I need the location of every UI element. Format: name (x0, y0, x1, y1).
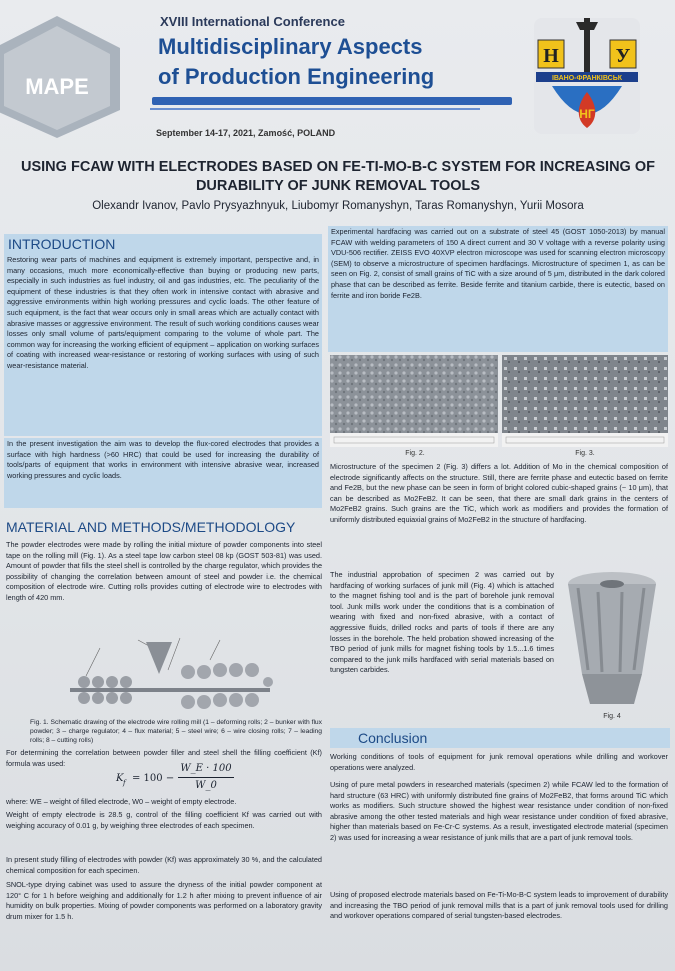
conference-date-place: September 14-17, 2021, Zamość, POLAND (156, 128, 336, 138)
figure-1-rolling-mill (60, 630, 280, 718)
figure-4-junk-mill (560, 566, 664, 712)
title-underline-thin (150, 108, 480, 110)
results-para1: Experimental hardfacing was carried out on a substrate of steel 45 (GOST 1050-2013) by manual FCAW with welding parameters of 150 A direct current and 30 V voltage with a reverse polarity using VDU-506 rectifier. ZEISS EVO 40XVP electron microscope was used for scanning electron microscopy (SEM) to observe a microstructure of specimen hardfacings. Microstructure of specimen 1, as can be seen on Fig. 2, consist of small grains of TiC with a size around of 5 μm, distributed in the dark colored phase that can be described as ferrite. Beside ferrite and titanium carbide, there is eutectic, based on ferrite and iron boride Fe2B. (328, 226, 668, 352)
introduction-heading: INTRODUCTION (4, 234, 322, 254)
paper-authors: Olexandr Ivanov, Pavlo Prysyazhnyuk, Liubomyr Romanyshyn, Taras Romanyshyn, Yurii Mosora (92, 200, 584, 212)
mape-logo-text: MAPE (25, 74, 89, 99)
formula-where: where: WE – weight of filled electrode, W0 – weight of empty electrode. (6, 797, 237, 806)
conclusion-heading: Conclusion (330, 728, 670, 748)
methods-para3: Weight of empty electrode is 28.5 g, control of the filling coefficient Kf was carried out with weighing accuracy of 0.01 g, by weighing three electrodes of each specimen. (6, 810, 322, 830)
conference-title-line2: of Production Engineering (158, 64, 435, 89)
methods-para4: In present study filling of electrodes with powder (Kf) was approximately 30 %, and the calculated chemical composition for each specimen. (6, 855, 322, 875)
methods-heading: MATERIAL AND METHODS/METHODOLOGY (6, 519, 296, 535)
results-para3: The industrial approbation of specimen 2 was carried out by hardfacing of working surfaces of junk mill (Fig. 4) which is attached to the magnet fishing tool and is the part of borehole junk removal tool. Junk mills work under the conditions that is a combination of wearing with fixed and non-fixed abrasive, with a contact of aggressive fluids, drilled rocks and parts of tools if there are any losses in the borehole. The held probation showed increasing of the TBO period of junk mills for magnet fishing tools by 1.5...1.6 times compared to the junk mills hardfaced with serial materials based on tungsten carbides. (330, 570, 554, 675)
mape-logo (0, 12, 126, 140)
title-underline (152, 97, 512, 105)
figure-2-caption: Fig. 2. (405, 450, 425, 457)
conclusion-para1: Working conditions of tools of equipment for junk removal operations while drilling and workover operations were analyzed. (330, 752, 668, 772)
svg-text:ІВАНО-ФРАНКІВСЬК: ІВАНО-ФРАНКІВСЬК (551, 75, 623, 82)
figure-2-sem-image (330, 355, 498, 447)
introduction-para2: In the present investigation the aim was to develop the flux-cored electrodes that provides a surface with high hardness (>60 HRC) that could be used for increasing the durability of tools/parts of equipment that works in environment with intensive abrasive wear, increased working pressures and cyclic loads. (4, 438, 322, 508)
filling-coefficient-formula: K f = 100 − W_E · 100 W_0 (116, 763, 256, 795)
conference-title-line1: Multidisciplinary Aspects (158, 34, 423, 59)
introduction-para1: Restoring wear parts of machines and equipment is extremely important, perspective and, in many occasions, much more economically-effective than buying or producing new parts, especially in such industries as fuel industry, oil and gas industries, etc. The peculiarity of the equipment of these industries is that they often work in intensive contact with abrasive and aggressive environments within high working pressures and cyclic loads. The other feature of such equipment, is the fact that wear occurs only in small areas which are actually contact with abrasive masses or aggressive environment. The result of such working conditions causes wear losses only small volume of parts/equipment comparing to the volume of whole part. The common way for increasing the working efficient of equipment – application on working surfaces of coating with increased wear-resistance or restoring of working surfaces with using of such wear-resistance material. (4, 254, 322, 436)
methods-para1: The powder electrodes were made by rolling the initial mixture of powder components into steel tape on the rolling mill (Fig. 1). As a steel tape low carbon steel 08 kp (GOST 503-81) was used. Amount of powder that fills the steel shell is controlled by the charge regulator, which provides the possibility of changing the correlation between amount of steel and powder i.e. the chemical composition of electrode wire. Cutting rolls provides cutting of electrode wire to electrodes with length of 420 mm. (6, 540, 322, 602)
figure-3-sem-image (502, 355, 668, 447)
figure-3-caption: Fig. 3. (575, 450, 595, 457)
paper-title: USING FCAW WITH ELECTRODES BASED ON FE-TI-MO-B-C SYSTEM FOR INCREASING OF DURABILITY OF JUNK REMOVAL TOOLS (21, 159, 655, 194)
results-para2: Microstructure of the specimen 2 (Fig. 3) differs a lot. Addition of Mo in the chemical composition of electrode significantly affects on the structure. Still, there are ferrite phase and eutectic based on ferrite and Fe2B, but the new phase can be seen in form of bright colored cubic-shaped grains (~ 10 μm), that can be described as Mo2FeB2. It can be seen, that there are small dark grains in the centers of Mo2FeB2 grains. Such grains are the TiC, which work as modifiers and provides the formation of uniformly distributed equiaxial grains of Mo2FeB2 in the structure of hardfacing. (330, 462, 668, 524)
figure-1-caption: Fig. 1. Schematic drawing of the electrode wire rolling mill (1 – deforming rolls; 2 – bunker with flux powder; 3 – charge regulator; 4 – flux material; 5 – steel wire; 6 – wire closing rolls; 7 – leading rolls; 8 – cutting rolls) (30, 719, 322, 744)
svg-text:Н: Н (543, 45, 559, 67)
svg-text:НГ: НГ (579, 107, 595, 121)
methods-para2: For determining the correlation between powder filler and steel shell the filling coefficient (Kf) formula was used: (6, 748, 322, 768)
university-logo (528, 12, 646, 140)
methods-para5: SNOL-type drying cabinet was used to assure the dryness of the initial powder component at 120° C for 1 h before weighing and additionally for 1.2 h after mixing to prevent influence of air humidity on bulk properties. Mixing of powder components was performed on a laboratory gravity drum mixer for 1.5 h. (6, 880, 322, 921)
conference-name: XVIII International Conference (160, 14, 345, 29)
svg-text:У: У (615, 45, 631, 67)
conclusion-para3: Using of proposed electrode materials based on Fe-Ti-Mo-B-C system leads to improvement of durability and increasing the TBO period of junk removal mills that is a part of junk removal tools used for drilling and workover operations compared of serial tungsten-based electrodes. (330, 890, 668, 921)
conclusion-para2: Using of pure metal powders in researched materials (specimen 2) while FCAW led to the formation of hard structure (63 HRC) with uniformly distributed fine grains of Mo2FeB2, that forms around TiC which works as modifiers. Such structure showed the highest wear resistance under condition of non-fixed abrasive among the other tested materials and high wear resistance under condition of fixed abrasive, higher than materials based on Fe-Cr-C systems. As a result, investigated electrode material (specimen 2) was used for increasing a wear resistance of junk mills that are a part of junk removal tools. (330, 780, 668, 842)
figure-4-caption: Fig. 4 (603, 713, 621, 720)
